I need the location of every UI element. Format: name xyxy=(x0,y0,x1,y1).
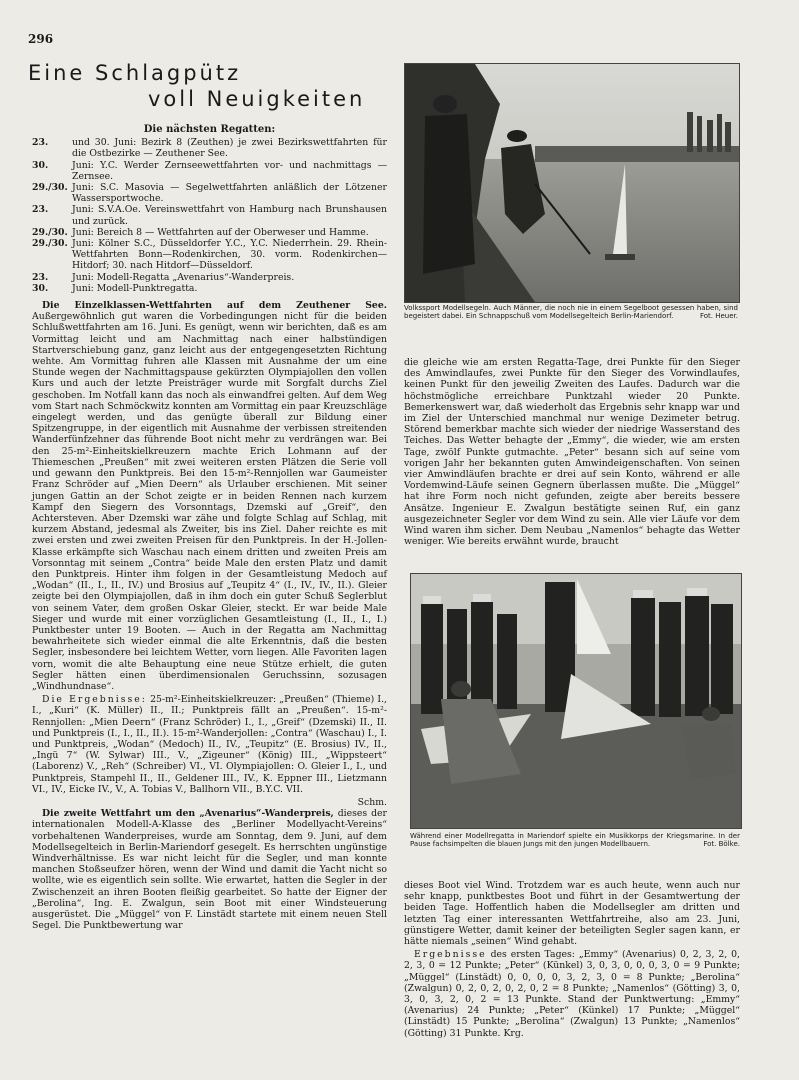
right-column-top xyxy=(404,357,740,549)
schedule-date: 23. xyxy=(32,271,49,283)
schedule-date: 23. xyxy=(32,137,49,149)
caption-text: Während einer Modellregatta in Mariendorf spielte ein Musikkorps der Kriegsmarine. In der Pause fachsimpelten die blauen Jungs mit den jungen Modellbauern. xyxy=(410,832,740,849)
paragraph-text: dieses der internationalen Modell-A-Klasse des „Berliner Modellyacht-Vereins“ vorbehaltenen Wanderpreises, wurde am Sonntag, dem 9. Juni, auf dem Modellsegelteich in Berlin-Mariendorf gesegelt. Es herrschten ungünstige Windverhältnisse. Es war nicht leicht für die Segler, und man konnte manchen Stoßseufzer hören, wenn der Wind und damit die Yacht nicht so wollte, wie es eigentlich sein sollte. Wie erwartet, hatten die Segler in der Zwischenzeit an ihren Booten fleißig gearbeitet. So hatte der Eigner der „Berolina“, Ing. E. Zwalgun, sein Boot mit einer Windsteuerung ausgerüstet. Die „Müggel“ von F. Linstädt startete mit einem neuen Stell Segel. Die Punktbewertung war xyxy=(32,808,387,932)
photo-credit: Fot. Bölke. xyxy=(703,840,740,849)
photo-model-sailing-pond xyxy=(404,63,740,303)
schedule-item xyxy=(32,160,387,182)
schedule-text: Juni: S.V.A.Oe. Vereinswettfahrt von Hamburg nach Brunshausen und zurück. xyxy=(72,204,387,227)
author-signature: Schm. xyxy=(357,796,387,808)
headline-line-1: Eine Schlagpütz xyxy=(28,61,242,85)
article-headline xyxy=(28,60,368,112)
photo-navy-band-image xyxy=(411,574,741,828)
paragraph-lead: Die zweite Wettfahrt um den „Avenarius“-Wanderpreis, xyxy=(42,808,334,820)
continued-paragraph: dieses Boot viel Wind. Trotzdem war es auch heute, wenn auch nur sehr knapp, punktbestes Boot und führt in der Gesamtwertung der beiden Tage. Hoffentlich haben die Modellsegler am dritten und letzten Tag einer interessanten Wettfahrtreihe, also am 23. Juni, günstigere Wetter, damit keiner der beteiligten Segler sagen kann, er hätte niemals „seinen“ Wind gehabt. xyxy=(404,880,740,948)
schedule-item xyxy=(32,283,387,294)
schedule-item xyxy=(32,227,387,238)
avenarius-paragraph xyxy=(32,808,387,931)
schedule-text: Juni: Kölner S.C., Düsseldorfer Y.C., Y.C. Niederrhein. 29. Rhein-Wettfahrten Bonn—Rodenkirchen, 30. vorm. Rodenkirchen—Hitdorf; 30. nach Hitdorf—Düsseldorf. xyxy=(72,238,387,272)
schedule-text: Juni: Modell-Regatta „Avenarius“-Wanderpreis. xyxy=(72,271,295,283)
schedule-date: 30. xyxy=(32,159,49,171)
schedule-date: 30. xyxy=(32,282,49,294)
continued-paragraph: die gleiche wie am ersten Regatta-Tage, drei Punkte für den Sieger des Amwindlaufes, zwei Punkte für den Sieger des Vorwindlaufes, keinen Punkt für den jeweilig Zweiten des Laufes. Dadurch war die höchstmögliche erreichbare Punktzahl wieder 20 Punkte. Bemerkenswert war, daß wiederholt das Ergebnis sehr knapp war und im Ziel der Unterschied manchmal nur wenige Dezimeter betrug. Störend bemerkbar machte sich wieder der niedrige Wasserstand des Teiches. Das Wetter behagte der „Emmy“, die wieder, wie am ersten Tage, zwölf Punkte gutmachte. „Peter“ besann sich auf seine vom vorigen Jahr her bekannten guten Amwindeigenschaften. Von seinen vier Amwindläufen brachte er drei auf sein Konto, während er alle Vordemwind-Läufe seinen Gegnern überlassen mußte. Die „Müggel“ hat ihre Form noch nicht gefunden, zeigte aber bereits bessere Ansätze. Ingenieur E. Zwalgun bestätigte seinen Ruf, ein ganz ausgezeichneter Segler vor dem Wind zu sein. Alle vier Läufe vor dem Wind waren ihm sicher. Dem Neubau „Namenlos“ behagte das Wetter weniger. Wie bereits erwähnt wurde, braucht xyxy=(404,357,740,548)
schedule-date: 29./30. xyxy=(32,182,68,194)
photo-model-sailing-image xyxy=(405,64,739,302)
schedule-item xyxy=(32,204,387,226)
caption-text: Volkssport Modellsegeln. Auch Männer, die noch nie in einem Segelboot gesessen haben, sind begeistert dabei. Ein Schnappschuß vom Modellsegelteich Berlin-Mariendorf. xyxy=(404,304,738,321)
schedule-text: Juni: Modell-Punktregatta. xyxy=(72,282,198,294)
schedule-date: 29./30. xyxy=(32,238,68,250)
schedule-text: Juni: Y.C. Werder Zernseewettfahrten vor- und nachmittags — Zernsee. xyxy=(72,159,387,182)
schedule-text: Juni: Bereich 8 — Wettfahrten auf der Oberweser und Hamme. xyxy=(72,226,369,238)
photo-navy-band-regatta xyxy=(410,573,742,829)
author-signature: Krg. xyxy=(503,1027,524,1039)
photo1-caption xyxy=(404,304,738,321)
photo2-caption xyxy=(410,832,740,849)
headline-line-2: voll Neuigkeiten xyxy=(148,87,366,111)
schedule-date: 23. xyxy=(32,204,49,216)
paragraph-lead: Die Einzelklassen-Wettfahrten auf dem Zeuthener See. xyxy=(42,300,387,312)
schedule-text: Juni: S.C. Masovia — Segelwettfahrten anläßlich der Lötzener Wassersportwoche. xyxy=(72,182,387,205)
schedule-title: Die nächsten Regatten: xyxy=(143,124,276,135)
paragraph-lead: Ergebnisse xyxy=(414,949,487,961)
schedule-item xyxy=(32,137,387,159)
schedule-date: 29./30. xyxy=(32,226,68,238)
results-paragraph xyxy=(404,949,740,1039)
paragraph-lead: Die Ergebnisse: xyxy=(42,694,147,706)
report-zeuthen-paragraph xyxy=(32,300,387,692)
right-column-bottom xyxy=(404,880,740,1041)
regatta-schedule xyxy=(32,137,387,294)
schedule-item xyxy=(32,238,387,272)
schedule-item xyxy=(32,182,387,204)
photo-credit: Fot. Heuer. xyxy=(699,312,738,321)
paragraph-text: des ersten Tages: „Emmy“ (Avenarius) 0, 2, 3, 2, 0, 2, 3, 0 = 12 Punkte; „Peter“ (Künkel) 3, 0, 3, 0, 0, 0, 3, 0 = 9 Punkte; „Müggel“ (Linstädt) 0, 0, 0, 0, 3, 2, 3, 0 = 8 Punkte; „Berolina“ (Zwalgun) 0, 2, 0, 2, 0, 2, 0, 2 = 8 Punkte; „Namenlos“ (Götting) 3, 0, 3, 0, 3, 2, 0, 2 = 13 Punkte. Stand der Punktwertung: „Emmy“ (Avenarius) 24 Punkte; „Peter“ (Künkel) 17 Punkte; „Müggel“ (Linstädt) 15 Punkte; „Berolina“ (Zwalgun) 13 Punkte; „Namenlos“ (Götting) 31 Punkte. xyxy=(404,949,740,1039)
page-number: 296 xyxy=(28,32,54,46)
paragraph-text: 25-m²-Einheitskielkreuzer: „Preußen“ (Thieme) I., I., „Kuri“ (K. Müller) II., II.; Punktpreis fällt an „Preußen“. 15-m²-Rennjollen: „Mien Deern“ (Franz Schröder) I., I., „Greif“ (Dzemski) II., II. und Punktpreis (I., I., II., II.). 15-m²-Wanderjollen: „Contra“ (Waschau) I., I. und Punktpreis, „Wodan“ (Medoch) II., IV., „Teupitz“ (E. Brosius) IV., II., „Ingü 7“ (W. Sylwar) III., V., „Zigeuner“ (König) III., „Wippsteert“ (Laborenz) V., „Reh“ (Schreiber) VI., VI. Olympiajollen: O. Gleier I., I., und Punktpreis, Stampehl II., II., Geldener III., IV., K. Eppner III., Lietzmann VI., IV., Eicke IV., V., A. Tobias V., Ballhorn VII., B.Y.C. VII. xyxy=(32,694,387,795)
left-column xyxy=(32,124,387,933)
schedule-item xyxy=(32,272,387,283)
schedule-text: und 30. Juni: Bezirk 8 (Zeuthen) je zwei Bezirkswettfahrten für die Ostbezirke — Zeuthener See. xyxy=(72,137,387,160)
results-paragraph xyxy=(32,694,387,795)
paragraph-text: Außergewöhnlich gut waren die Vorbedingungen nicht für die beiden Schlußwettfahrten am 16. Juni. Es genügt, wenn wir berichten, daß es am Vormittag leicht und am Nachmittag nach einer halbstündigen Startverschiebung ganz, ganz leicht aus der entgegengesetzten Richtung wehte. Am Vormittag fuhren alle Klassen mit Ausnahme der um eine Stunde wegen der Nachmittagspause gekürzten Olympiajollen den vollen Kurs und auch der letzte Preisträger wurde mit Sorgfalt durchs Ziel geschoben. Im Notfall kann das noch als einwandfrei gelten. Auf dem Weg vom Start nach Schmöckwitz konnten am Vormittag ein paar Kreuzschläge eingelegt werden, und das genügte überall zur Bildung einer Spitzengruppe, in der eigentlich mit Ausnahme der verbissen streitenden Wanderfünfzehner das führende Boot nicht mehr zu verdrängen war. Bei den 25-m²-Einheitskielkreuzern machte Erich Lohmann auf der Thiemeschen „Preußen“ mit zwei weiteren ersten Plätzen die Serie voll und gewann den Punktpreis. Bei den 15-m²-Rennjollen war Gaumeister Franz Schröder auf „Mien Deern“ als Urlauber erschienen. Mit seiner jungen Gattin an der Schot zeigte er in beiden Rennen nach kurzem Kampf den Siegern des Vorsonntags, Dzemski auf „Greif“, den Achtersteven. Aber Dzemski war zähe und folgte Schlag auf Schlag, mit kurzem Abstand, jedesmal als Zweiter, bis ins Ziel. Daher reichte es mit zwei ersten und zwei zweiten Preisen für den Punktpreis. In der H.-Jollen-Klasse erkämpfte sich Waschau nach einem dritten und zweiten Preis am Vorsonntag mit seinem „Contra“ beide Male den ersten Platz und damit den Punktpreis. Hinter ihm folgen in der Gesamtleistung Medoch auf „Wodan“ (II., I., II., IV.) und Brosius auf „Teupitz 4“ (I., IV., IV., II.). Gleier zeigte bei den Olympiajollen, daß in ihm doch ein guter Schuß Seglerblut von seinem Vater, dem großen Oskar Gleier, steckt. Er war beide Male Sieger und wurde mit einer vorzüglichen Gesamtleistung (I., II., I., I.) Punktbester unter 19 Booten. — Auch in der Regatta am Nachmittag bewahrheitete sich wieder einmal die alte Erkenntnis, daß die besten Segler, insbesondere bei leichtem Wetter, vorn liegen. Alle Favoriten lagen vorn, womit die alte Behauptung eine neue Stütze erhielt, die guten Segler hätten einen überdimensionalen Geruchssinn, sozusagen „Windhundnase“. xyxy=(32,311,387,692)
